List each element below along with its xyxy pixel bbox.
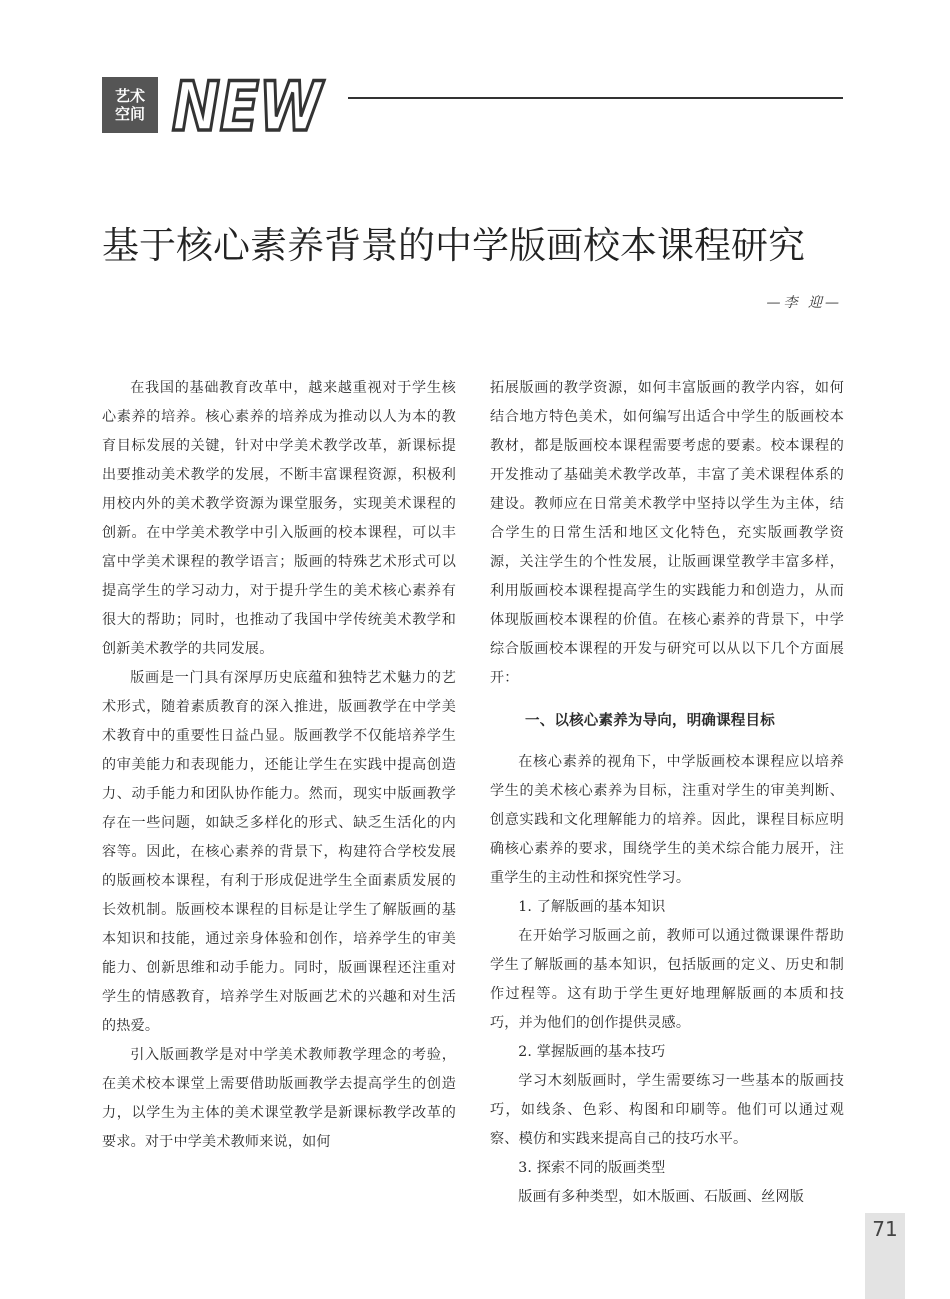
body-paragraph-continued: 拓展版画的教学资源，如何丰富版画的教学内容，如何结合地方特色美术，如何编写出适合中学生的版画校本教材，都是版画校本课程需要考虑的要素。校本课程的开发推动了基础美术教学改革，丰富了美术课程体系的建设。教师应在日常美术教学中坚持以学生为主体，结合学生的日常生活和地区文化特色，充实版画教学资源，关注学生的个性发展，让版画课堂教学丰富多样，利用版画校本课程提高学生的实践能力和创造力，从而体现版画校本课程的价值。在核心素养的背景下，中学综合版画校本课程的开发与研究可以从以下几个方面展开：: [490, 380, 844, 686]
subsection-title: 2. 掌握版画的基本技巧: [518, 1044, 666, 1060]
section-badge-line2: 空间: [114, 105, 145, 123]
body-paragraph: 在开始学习版画之前，教师可以通过微课课件帮助学生了解版画的基本知识，包括版画的定义、历史和制作过程等。这有助于学生更好地理解版画的本质和技巧，并为他们的创作提供灵感。: [490, 928, 844, 1031]
article-author: —李 迎—: [766, 295, 842, 311]
article-title: 基于核心素养背景的中学版画校本课程研究: [102, 224, 805, 267]
body-paragraph: 版画有多种类型，如木版画、石版画、丝网版: [518, 1189, 805, 1205]
body-paragraph: 学习木刻版画时，学生需要练习一些基本的版画技巧，如线条、色彩、构图和印刷等。他们可以通过观察、模仿和实践来提高自己的技巧水平。: [490, 1073, 844, 1147]
section-heading: 一、以核心素养为导向，明确课程目标: [525, 713, 775, 729]
right-column: [490, 374, 844, 1212]
body-paragraph: 在核心素养的视角下，中学版画校本课程应以培养学生的美术核心素养为目标，注重对学生的审美判断、创意实践和文化理解能力的培养。因此，课程目标应明确核心素养的要求，围绕学生的美术综合能力展开，注重学生的主动性和探究性学习。: [490, 754, 844, 886]
left-column: [102, 374, 456, 1157]
body-paragraph: 版画是一门具有深厚历史底蕴和独特艺术魅力的艺术形式，随着素质教育的深入推进，版画教学在中学美术教育中的重要性日益凸显。版画教学不仅能培养学生的审美能力和表现能力，还能让学生在实践中提高创造力、动手能力和团队协作能力。然而，现实中版画教学存在一些问题，如缺乏多样化的形式、缺乏生活化的内容等。因此，在核心素养的背景下，构建符合学校发展的版画校本课程，有利于形成促进学生全面素质发展的长效机制。版画校本课程的目标是让学生了解版画的基本知识和技能，通过亲身体验和创作，培养学生的审美能力、创新思维和动手能力。同时，版画课程还注重对学生的情感教育，培养学生对版画艺术的兴趣和对生活的热爱。: [102, 670, 456, 1034]
subsection-title: 1. 了解版画的基本知识: [518, 899, 666, 915]
subsection-title: 3. 探索不同的版画类型: [518, 1160, 666, 1176]
new-logo: [168, 68, 328, 147]
section-badge: [102, 77, 158, 133]
section-badge-line1: 艺术: [114, 87, 145, 105]
body-paragraph: 在我国的基础教育改革中，越来越重视对于学生核心素养的培养。核心素养的培养成为推动以人为本的教育目标发展的关键，针对中学美术教学改革，新课标提出要推动美术教学的发展，不断丰富课程资源，积极利用校内外的美术教学资源为课堂服务，实现美术课程的创新。在中学美术教学中引入版画的校本课程，可以丰富中学美术课程的教学语言；版画的特殊艺术形式可以提高学生的学习动力，对于提升学生的美术核心素养有很大的帮助；同时，也推动了我国中学传统美术教学和创新美术教学的共同发展。: [102, 380, 456, 657]
body-paragraph: 引入版画教学是对中学美术教师教学理念的考验，在美术校本课堂上需要借助版画教学去提高学生的创造力，以学生为主体的美术课堂教学是新课标教学改革的要求。对于中学美术教师来说，如何: [102, 1047, 456, 1150]
new-logo-text: NEW: [172, 68, 325, 147]
header-rule: [348, 97, 843, 99]
page-number: 71: [865, 1213, 905, 1299]
